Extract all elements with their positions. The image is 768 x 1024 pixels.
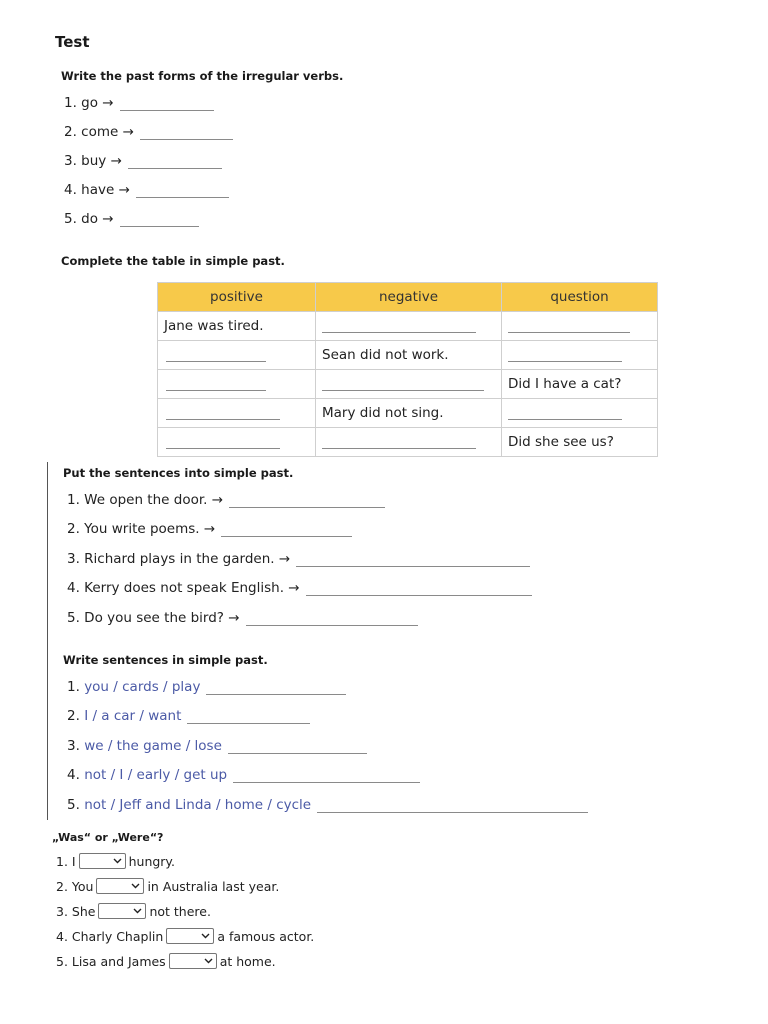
section1-heading: Write the past forms of the irregular verbs. bbox=[61, 69, 344, 83]
was-were-item-1 bbox=[56, 853, 175, 869]
table-cell bbox=[316, 428, 502, 457]
was-were-after: not there. bbox=[149, 903, 211, 919]
sentence-item-3 bbox=[67, 551, 530, 567]
prompt-number: 2. bbox=[67, 708, 80, 724]
prompt-item-2 bbox=[67, 708, 310, 724]
was-were-item-4 bbox=[56, 928, 314, 944]
was-were-select[interactable] bbox=[98, 903, 146, 919]
prompt-item-4 bbox=[67, 767, 420, 783]
answer-blank[interactable] bbox=[166, 403, 280, 420]
table-row bbox=[158, 341, 658, 370]
answer-blank[interactable] bbox=[166, 432, 280, 449]
table-row bbox=[158, 370, 658, 399]
chevron-down-icon bbox=[133, 908, 142, 914]
table-cell bbox=[502, 312, 658, 341]
section4-heading: Write sentences in simple past. bbox=[63, 653, 268, 667]
was-were-select[interactable] bbox=[166, 928, 214, 944]
was-were-item-2 bbox=[56, 878, 279, 894]
sentence-text: 4. Kerry does not speak English. → bbox=[67, 580, 300, 596]
verb-item-3 bbox=[64, 153, 222, 169]
column-header-question: question bbox=[502, 283, 658, 312]
table-cell: Did I have a cat? bbox=[502, 370, 658, 399]
table-row bbox=[158, 428, 658, 457]
answer-blank[interactable] bbox=[228, 741, 367, 754]
verb-item-text: 3. buy → bbox=[64, 153, 122, 169]
answer-blank[interactable] bbox=[221, 524, 352, 537]
chevron-down-icon bbox=[204, 958, 213, 964]
section3-heading: Put the sentences into simple past. bbox=[63, 466, 294, 480]
answer-blank[interactable] bbox=[508, 316, 630, 333]
was-were-after: in Australia last year. bbox=[147, 878, 280, 894]
section5-heading: „Was“ or „Were“? bbox=[52, 831, 164, 844]
sentence-item-4 bbox=[67, 580, 532, 596]
verb-item-text: 4. have → bbox=[64, 182, 130, 198]
answer-blank[interactable] bbox=[306, 583, 532, 596]
table-cell bbox=[502, 341, 658, 370]
prompt-number: 4. bbox=[67, 767, 80, 783]
answer-blank[interactable] bbox=[128, 156, 222, 169]
chevron-down-icon bbox=[201, 933, 210, 939]
answer-blank[interactable] bbox=[508, 345, 622, 362]
was-were-before: 1. I bbox=[56, 853, 76, 869]
table-cell: Did she see us? bbox=[502, 428, 658, 457]
table-row bbox=[158, 399, 658, 428]
answer-blank[interactable] bbox=[187, 711, 310, 724]
verb-item-5 bbox=[64, 211, 199, 227]
sentence-text: 5. Do you see the bird? → bbox=[67, 610, 240, 626]
verb-item-4 bbox=[64, 182, 229, 198]
was-were-before: 3. She bbox=[56, 903, 96, 919]
prompt-number: 3. bbox=[67, 738, 80, 754]
section-divider-bar bbox=[47, 462, 48, 820]
table-cell: Mary did not sing. bbox=[316, 399, 502, 428]
was-were-after: at home. bbox=[219, 953, 276, 969]
answer-blank[interactable] bbox=[140, 127, 233, 140]
was-were-after: hungry. bbox=[128, 853, 176, 869]
was-were-item-3 bbox=[56, 903, 211, 919]
table-cell bbox=[316, 370, 502, 399]
answer-blank[interactable] bbox=[246, 613, 418, 626]
sentence-text: 1. We open the door. → bbox=[67, 492, 224, 508]
sentence-item-1 bbox=[67, 492, 385, 508]
prompt-text: I / a car / want bbox=[84, 708, 182, 724]
was-were-before: 4. Charly Chaplin bbox=[56, 928, 164, 944]
was-were-before: 5. Lisa and James bbox=[56, 953, 166, 969]
prompt-text: not / Jeff and Linda / home / cycle bbox=[84, 797, 312, 813]
answer-blank[interactable] bbox=[120, 214, 199, 227]
answer-blank[interactable] bbox=[322, 432, 476, 449]
column-header-positive: positive bbox=[158, 283, 316, 312]
prompt-number: 5. bbox=[67, 797, 80, 813]
answer-blank[interactable] bbox=[296, 554, 530, 567]
sentence-text: 2. You write poems. → bbox=[67, 521, 216, 537]
page-title: Test bbox=[55, 33, 90, 51]
verb-item-1 bbox=[64, 95, 214, 111]
section2-heading: Complete the table in simple past. bbox=[61, 254, 285, 268]
table-cell bbox=[158, 428, 316, 457]
answer-blank[interactable] bbox=[120, 98, 214, 111]
prompt-text: not / I / early / get up bbox=[84, 767, 228, 783]
was-were-select[interactable] bbox=[79, 853, 126, 869]
table-cell bbox=[502, 399, 658, 428]
chevron-down-icon bbox=[113, 858, 122, 864]
answer-blank[interactable] bbox=[136, 185, 229, 198]
prompt-item-5 bbox=[67, 797, 588, 813]
verb-item-text: 2. come → bbox=[64, 124, 134, 140]
prompt-number: 1. bbox=[67, 679, 80, 695]
was-were-select[interactable] bbox=[96, 878, 144, 894]
answer-blank[interactable] bbox=[166, 345, 266, 362]
prompt-text: you / cards / play bbox=[84, 679, 201, 695]
verb-item-text: 1. go → bbox=[64, 95, 114, 111]
answer-blank[interactable] bbox=[229, 495, 385, 508]
sentence-item-2 bbox=[67, 521, 352, 537]
table-cell bbox=[158, 399, 316, 428]
was-were-after: a famous actor. bbox=[217, 928, 315, 944]
answer-blank[interactable] bbox=[508, 403, 622, 420]
chevron-down-icon bbox=[131, 883, 140, 889]
answer-blank[interactable] bbox=[317, 800, 588, 813]
answer-blank[interactable] bbox=[206, 682, 346, 695]
verb-item-2 bbox=[64, 124, 233, 140]
was-were-item-5 bbox=[56, 953, 276, 969]
table-cell bbox=[158, 370, 316, 399]
answer-blank[interactable] bbox=[233, 770, 420, 783]
answer-blank[interactable] bbox=[166, 374, 266, 391]
verb-item-text: 5. do → bbox=[64, 211, 114, 227]
sentence-text: 3. Richard plays in the garden. → bbox=[67, 551, 291, 567]
table-row bbox=[158, 312, 658, 341]
table-cell: Sean did not work. bbox=[316, 341, 502, 370]
was-were-select[interactable] bbox=[169, 953, 217, 969]
column-header-negative: negative bbox=[316, 283, 502, 312]
sentence-item-5 bbox=[67, 610, 418, 626]
was-were-before: 2. You bbox=[56, 878, 94, 894]
prompt-item-3 bbox=[67, 738, 367, 754]
table-cell: Jane was tired. bbox=[158, 312, 316, 341]
simple-past-table bbox=[157, 282, 658, 457]
prompt-item-1 bbox=[67, 679, 346, 695]
table-cell bbox=[158, 341, 316, 370]
table-header-row bbox=[158, 283, 658, 312]
prompt-text: we / the game / lose bbox=[84, 738, 222, 754]
answer-blank[interactable] bbox=[322, 316, 476, 333]
table-cell bbox=[316, 312, 502, 341]
answer-blank[interactable] bbox=[322, 374, 484, 391]
